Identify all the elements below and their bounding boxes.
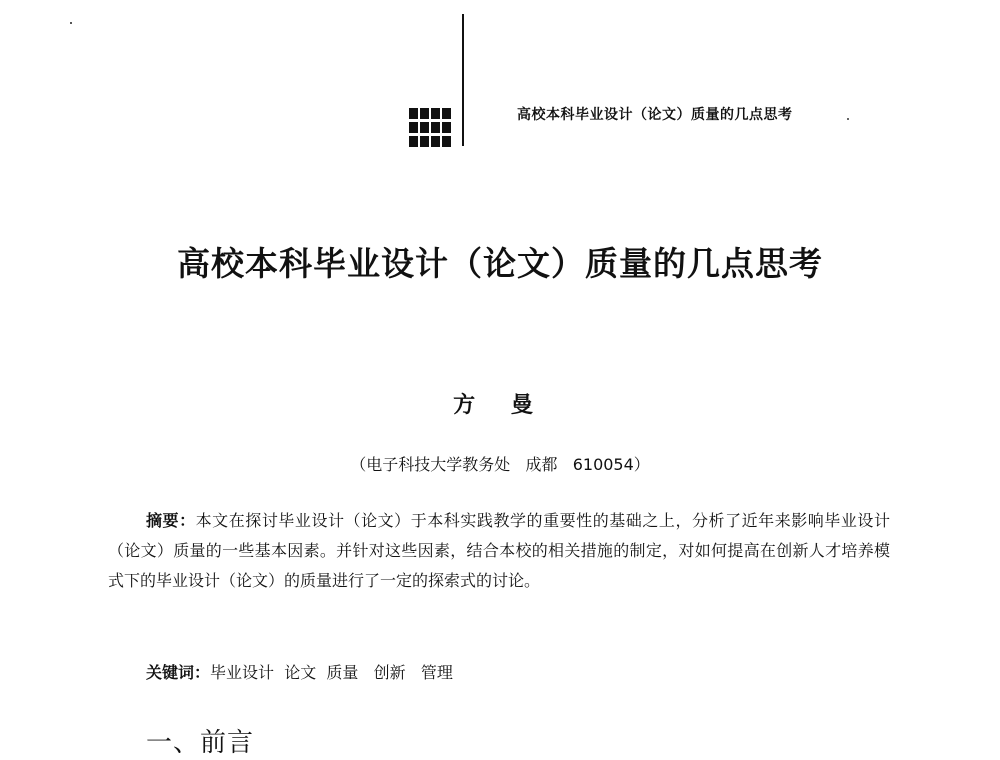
scan-speck xyxy=(847,118,849,120)
paper-title: 高校本科毕业设计（论文）质量的几点思考 xyxy=(177,244,823,283)
running-head: 高校本科毕业设计（论文）质量的几点思考 xyxy=(517,107,793,123)
section-heading: 一、前言 xyxy=(146,728,255,758)
author-affiliation: （电子科技大学教务处 成都 610054） xyxy=(350,455,650,474)
abstract-text: 本文在探讨毕业设计（论文）于本科实践教学的重要性的基础之上，分析了近年来影响毕业设计（论文）质量的一些基本因素。并针对这些因素，结合本校的相关措施的制定，对如何提高在创新人才培养模式下的毕业设计（论文）的质量进行了一定的探索式的讨论。 xyxy=(108,511,890,590)
grid-logo-icon xyxy=(409,108,451,148)
keywords-line xyxy=(146,660,453,683)
author-name: 方 曼 xyxy=(453,392,547,418)
abstract-paragraph xyxy=(108,506,890,596)
header-divider xyxy=(462,14,464,146)
keywords-text: 毕业设计 论文 质量 创新 管理 xyxy=(210,663,453,682)
abstract-label: 摘要： xyxy=(146,511,196,530)
scan-speck xyxy=(70,22,72,24)
keywords-label: 关键词： xyxy=(146,663,211,682)
